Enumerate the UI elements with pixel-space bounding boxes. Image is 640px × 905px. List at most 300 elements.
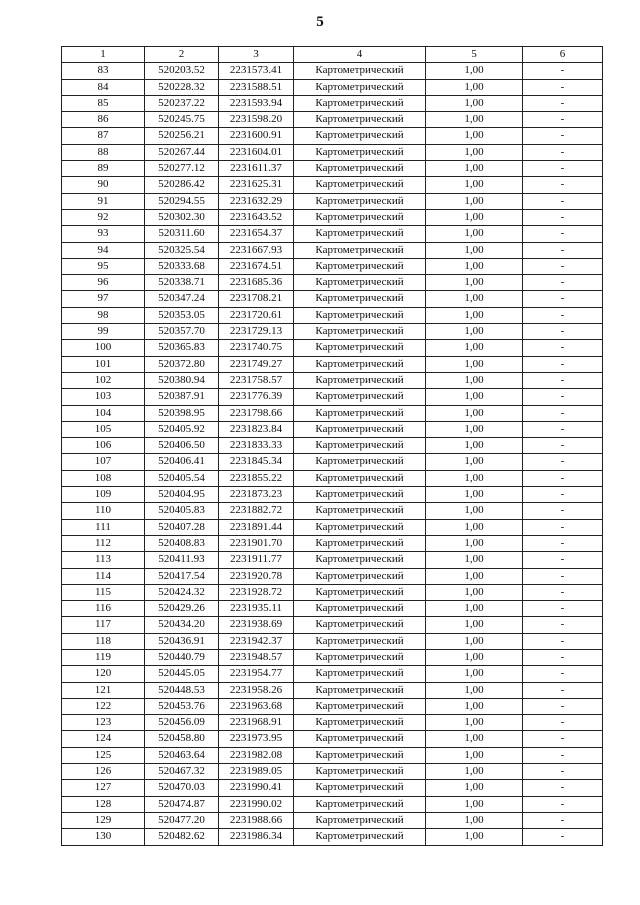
method-cell: Картометрический: [294, 275, 426, 291]
accuracy-cell: 1,00: [426, 372, 523, 388]
method-cell: Картометрический: [294, 780, 426, 796]
note-cell: -: [523, 161, 603, 177]
accuracy-cell: 1,00: [426, 177, 523, 193]
accuracy-cell: 1,00: [426, 601, 523, 617]
note-cell: -: [523, 829, 603, 845]
y-coordinate-cell: 2231823.84: [219, 421, 294, 437]
accuracy-cell: 1,00: [426, 487, 523, 503]
table-row: [62, 584, 603, 600]
point-number-cell: 98: [62, 307, 145, 323]
table-row: [62, 438, 603, 454]
accuracy-cell: 1,00: [426, 226, 523, 242]
y-coordinate-cell: 2231758.57: [219, 372, 294, 388]
point-number-cell: 90: [62, 177, 145, 193]
x-coordinate-cell: 520445.05: [145, 666, 219, 682]
x-coordinate-cell: 520434.20: [145, 617, 219, 633]
method-cell: Картометрический: [294, 340, 426, 356]
accuracy-cell: 1,00: [426, 209, 523, 225]
x-coordinate-cell: 520245.75: [145, 112, 219, 128]
x-coordinate-cell: 520405.54: [145, 470, 219, 486]
table-row: [62, 421, 603, 437]
page-number: 5: [316, 14, 324, 30]
note-cell: -: [523, 470, 603, 486]
accuracy-cell: 1,00: [426, 421, 523, 437]
note-cell: -: [523, 209, 603, 225]
table-row: [62, 796, 603, 812]
point-number-cell: 93: [62, 226, 145, 242]
method-cell: Картометрический: [294, 421, 426, 437]
table-row: [62, 389, 603, 405]
x-coordinate-cell: 520405.92: [145, 421, 219, 437]
note-cell: -: [523, 258, 603, 274]
accuracy-cell: 1,00: [426, 666, 523, 682]
y-coordinate-cell: 2231988.66: [219, 812, 294, 828]
column-header: 5: [426, 47, 523, 63]
table-row: [62, 356, 603, 372]
table-row: [62, 617, 603, 633]
method-cell: Картометрический: [294, 812, 426, 828]
note-cell: -: [523, 764, 603, 780]
point-number-cell: 94: [62, 242, 145, 258]
table-row: [62, 503, 603, 519]
method-cell: Картометрический: [294, 144, 426, 160]
accuracy-cell: 1,00: [426, 63, 523, 79]
x-coordinate-cell: 520365.83: [145, 340, 219, 356]
point-number-cell: 88: [62, 144, 145, 160]
point-number-cell: 86: [62, 112, 145, 128]
note-cell: -: [523, 649, 603, 665]
table-row: [62, 291, 603, 307]
x-coordinate-cell: 520404.95: [145, 487, 219, 503]
y-coordinate-cell: 2231948.57: [219, 649, 294, 665]
x-coordinate-cell: 520482.62: [145, 829, 219, 845]
point-number-cell: 97: [62, 291, 145, 307]
y-coordinate-cell: 2231593.94: [219, 95, 294, 111]
y-coordinate-cell: 2231600.91: [219, 128, 294, 144]
note-cell: -: [523, 438, 603, 454]
accuracy-cell: 1,00: [426, 764, 523, 780]
point-number-cell: 110: [62, 503, 145, 519]
y-coordinate-cell: 2231855.22: [219, 470, 294, 486]
table-row: [62, 682, 603, 698]
point-number-cell: 92: [62, 209, 145, 225]
note-cell: -: [523, 291, 603, 307]
accuracy-cell: 1,00: [426, 731, 523, 747]
y-coordinate-cell: 2231938.69: [219, 617, 294, 633]
x-coordinate-cell: 520256.21: [145, 128, 219, 144]
accuracy-cell: 1,00: [426, 356, 523, 372]
note-cell: -: [523, 568, 603, 584]
table-row: [62, 95, 603, 111]
y-coordinate-cell: 2231776.39: [219, 389, 294, 405]
accuracy-cell: 1,00: [426, 682, 523, 698]
column-header: 2: [145, 47, 219, 63]
table-row: [62, 764, 603, 780]
method-cell: Картометрический: [294, 226, 426, 242]
table-row: [62, 519, 603, 535]
point-number-cell: 101: [62, 356, 145, 372]
accuracy-cell: 1,00: [426, 79, 523, 95]
x-coordinate-cell: 520277.12: [145, 161, 219, 177]
accuracy-cell: 1,00: [426, 275, 523, 291]
note-cell: -: [523, 682, 603, 698]
note-cell: -: [523, 128, 603, 144]
table-row: [62, 487, 603, 503]
note-cell: -: [523, 405, 603, 421]
x-coordinate-cell: 520294.55: [145, 193, 219, 209]
x-coordinate-cell: 520372.80: [145, 356, 219, 372]
y-coordinate-cell: 2231982.08: [219, 747, 294, 763]
x-coordinate-cell: 520311.60: [145, 226, 219, 242]
point-number-cell: 128: [62, 796, 145, 812]
accuracy-cell: 1,00: [426, 389, 523, 405]
accuracy-cell: 1,00: [426, 617, 523, 633]
method-cell: Картометрический: [294, 438, 426, 454]
table-row: [62, 79, 603, 95]
x-coordinate-cell: 520203.52: [145, 63, 219, 79]
note-cell: -: [523, 226, 603, 242]
column-header: 1: [62, 47, 145, 63]
note-cell: -: [523, 340, 603, 356]
table-row: [62, 649, 603, 665]
note-cell: -: [523, 780, 603, 796]
method-cell: Картометрический: [294, 95, 426, 111]
method-cell: Картометрический: [294, 63, 426, 79]
note-cell: -: [523, 421, 603, 437]
y-coordinate-cell: 2231632.29: [219, 193, 294, 209]
point-number-cell: 114: [62, 568, 145, 584]
y-coordinate-cell: 2231920.78: [219, 568, 294, 584]
y-coordinate-cell: 2231708.21: [219, 291, 294, 307]
note-cell: -: [523, 633, 603, 649]
accuracy-cell: 1,00: [426, 812, 523, 828]
table-row: [62, 747, 603, 763]
x-coordinate-cell: 520387.91: [145, 389, 219, 405]
x-coordinate-cell: 520267.44: [145, 144, 219, 160]
accuracy-cell: 1,00: [426, 780, 523, 796]
accuracy-cell: 1,00: [426, 649, 523, 665]
x-coordinate-cell: 520380.94: [145, 372, 219, 388]
method-cell: Картометрический: [294, 128, 426, 144]
x-coordinate-cell: 520286.42: [145, 177, 219, 193]
table-row: [62, 242, 603, 258]
y-coordinate-cell: 2231963.68: [219, 698, 294, 714]
accuracy-cell: 1,00: [426, 503, 523, 519]
table-row: [62, 715, 603, 731]
point-number-cell: 111: [62, 519, 145, 535]
y-coordinate-cell: 2231911.77: [219, 552, 294, 568]
method-cell: Картометрический: [294, 682, 426, 698]
x-coordinate-cell: 520407.28: [145, 519, 219, 535]
point-number-cell: 113: [62, 552, 145, 568]
method-cell: Картометрический: [294, 829, 426, 845]
table-row: [62, 780, 603, 796]
accuracy-cell: 1,00: [426, 454, 523, 470]
table-row: [62, 209, 603, 225]
x-coordinate-cell: 520474.87: [145, 796, 219, 812]
method-cell: Картометрический: [294, 601, 426, 617]
method-cell: Картометрический: [294, 552, 426, 568]
x-coordinate-cell: 520347.24: [145, 291, 219, 307]
table-row: [62, 340, 603, 356]
note-cell: -: [523, 535, 603, 551]
column-header: 4: [294, 47, 426, 63]
x-coordinate-cell: 520429.26: [145, 601, 219, 617]
point-number-cell: 112: [62, 535, 145, 551]
x-coordinate-cell: 520417.54: [145, 568, 219, 584]
method-cell: Картометрический: [294, 584, 426, 600]
x-coordinate-cell: 520470.03: [145, 780, 219, 796]
x-coordinate-cell: 520440.79: [145, 649, 219, 665]
y-coordinate-cell: 2231674.51: [219, 258, 294, 274]
point-number-cell: 116: [62, 601, 145, 617]
y-coordinate-cell: 2231643.52: [219, 209, 294, 225]
y-coordinate-cell: 2231891.44: [219, 519, 294, 535]
point-number-cell: 117: [62, 617, 145, 633]
note-cell: -: [523, 747, 603, 763]
accuracy-cell: 1,00: [426, 829, 523, 845]
accuracy-cell: 1,00: [426, 161, 523, 177]
method-cell: Картометрический: [294, 389, 426, 405]
point-number-cell: 100: [62, 340, 145, 356]
y-coordinate-cell: 2231625.31: [219, 177, 294, 193]
method-cell: Картометрический: [294, 731, 426, 747]
point-number-cell: 89: [62, 161, 145, 177]
accuracy-cell: 1,00: [426, 340, 523, 356]
table-row: [62, 601, 603, 617]
x-coordinate-cell: 520357.70: [145, 324, 219, 340]
y-coordinate-cell: 2231986.34: [219, 829, 294, 845]
point-number-cell: 127: [62, 780, 145, 796]
x-coordinate-cell: 520237.22: [145, 95, 219, 111]
y-coordinate-cell: 2231588.51: [219, 79, 294, 95]
method-cell: Картометрический: [294, 698, 426, 714]
note-cell: -: [523, 95, 603, 111]
method-cell: Картометрический: [294, 209, 426, 225]
note-cell: -: [523, 193, 603, 209]
y-coordinate-cell: 2231598.20: [219, 112, 294, 128]
point-number-cell: 104: [62, 405, 145, 421]
note-cell: -: [523, 552, 603, 568]
point-number-cell: 115: [62, 584, 145, 600]
point-number-cell: 108: [62, 470, 145, 486]
accuracy-cell: 1,00: [426, 796, 523, 812]
table-row: [62, 552, 603, 568]
x-coordinate-cell: 520406.50: [145, 438, 219, 454]
point-number-cell: 129: [62, 812, 145, 828]
table-row: [62, 193, 603, 209]
method-cell: Картометрический: [294, 470, 426, 486]
note-cell: -: [523, 519, 603, 535]
column-header: 3: [219, 47, 294, 63]
point-number-cell: 83: [62, 63, 145, 79]
note-cell: -: [523, 617, 603, 633]
table-row: [62, 275, 603, 291]
note-cell: -: [523, 698, 603, 714]
note-cell: -: [523, 715, 603, 731]
accuracy-cell: 1,00: [426, 405, 523, 421]
y-coordinate-cell: 2231942.37: [219, 633, 294, 649]
point-number-cell: 106: [62, 438, 145, 454]
point-number-cell: 107: [62, 454, 145, 470]
table-row: [62, 470, 603, 486]
accuracy-cell: 1,00: [426, 535, 523, 551]
table-row: [62, 226, 603, 242]
method-cell: Картометрический: [294, 666, 426, 682]
accuracy-cell: 1,00: [426, 470, 523, 486]
method-cell: Картометрический: [294, 79, 426, 95]
method-cell: Картометрический: [294, 568, 426, 584]
table-row: [62, 63, 603, 79]
y-coordinate-cell: 2231958.26: [219, 682, 294, 698]
accuracy-cell: 1,00: [426, 307, 523, 323]
x-coordinate-cell: 520325.54: [145, 242, 219, 258]
table-row: [62, 112, 603, 128]
method-cell: Картометрический: [294, 242, 426, 258]
point-number-cell: 119: [62, 649, 145, 665]
y-coordinate-cell: 2231935.11: [219, 601, 294, 617]
note-cell: -: [523, 731, 603, 747]
method-cell: Картометрический: [294, 487, 426, 503]
accuracy-cell: 1,00: [426, 747, 523, 763]
method-cell: Картометрический: [294, 193, 426, 209]
x-coordinate-cell: 520228.32: [145, 79, 219, 95]
note-cell: -: [523, 356, 603, 372]
accuracy-cell: 1,00: [426, 584, 523, 600]
table-row: [62, 161, 603, 177]
table-row: [62, 128, 603, 144]
table-row: [62, 666, 603, 682]
method-cell: Картометрический: [294, 617, 426, 633]
point-number-cell: 125: [62, 747, 145, 763]
coordinates-table: [61, 46, 603, 846]
y-coordinate-cell: 2231740.75: [219, 340, 294, 356]
accuracy-cell: 1,00: [426, 193, 523, 209]
point-number-cell: 123: [62, 715, 145, 731]
x-coordinate-cell: 520333.68: [145, 258, 219, 274]
accuracy-cell: 1,00: [426, 291, 523, 307]
table-row: [62, 568, 603, 584]
accuracy-cell: 1,00: [426, 112, 523, 128]
x-coordinate-cell: 520411.93: [145, 552, 219, 568]
note-cell: -: [523, 601, 603, 617]
accuracy-cell: 1,00: [426, 715, 523, 731]
table-header-row: [62, 47, 603, 63]
y-coordinate-cell: 2231654.37: [219, 226, 294, 242]
x-coordinate-cell: 520408.83: [145, 535, 219, 551]
x-coordinate-cell: 520398.95: [145, 405, 219, 421]
point-number-cell: 95: [62, 258, 145, 274]
accuracy-cell: 1,00: [426, 698, 523, 714]
method-cell: Картометрический: [294, 633, 426, 649]
method-cell: Картометрический: [294, 291, 426, 307]
x-coordinate-cell: 520436.91: [145, 633, 219, 649]
point-number-cell: 87: [62, 128, 145, 144]
y-coordinate-cell: 2231667.93: [219, 242, 294, 258]
y-coordinate-cell: 2231928.72: [219, 584, 294, 600]
x-coordinate-cell: 520302.30: [145, 209, 219, 225]
point-number-cell: 126: [62, 764, 145, 780]
x-coordinate-cell: 520477.20: [145, 812, 219, 828]
note-cell: -: [523, 242, 603, 258]
table-row: [62, 324, 603, 340]
table-row: [62, 812, 603, 828]
table-row: [62, 405, 603, 421]
point-number-cell: 103: [62, 389, 145, 405]
y-coordinate-cell: 2231882.72: [219, 503, 294, 519]
note-cell: -: [523, 503, 603, 519]
accuracy-cell: 1,00: [426, 438, 523, 454]
table-row: [62, 454, 603, 470]
y-coordinate-cell: 2231573.41: [219, 63, 294, 79]
note-cell: -: [523, 112, 603, 128]
point-number-cell: 105: [62, 421, 145, 437]
note-cell: -: [523, 812, 603, 828]
note-cell: -: [523, 487, 603, 503]
point-number-cell: 121: [62, 682, 145, 698]
accuracy-cell: 1,00: [426, 633, 523, 649]
note-cell: -: [523, 454, 603, 470]
point-number-cell: 124: [62, 731, 145, 747]
method-cell: Картометрический: [294, 177, 426, 193]
note-cell: -: [523, 584, 603, 600]
table-row: [62, 829, 603, 845]
note-cell: -: [523, 372, 603, 388]
accuracy-cell: 1,00: [426, 324, 523, 340]
method-cell: Картометрический: [294, 372, 426, 388]
accuracy-cell: 1,00: [426, 258, 523, 274]
table-row: [62, 731, 603, 747]
point-number-cell: 102: [62, 372, 145, 388]
y-coordinate-cell: 2231901.70: [219, 535, 294, 551]
method-cell: Картометрический: [294, 405, 426, 421]
y-coordinate-cell: 2231968.91: [219, 715, 294, 731]
accuracy-cell: 1,00: [426, 552, 523, 568]
method-cell: Картометрический: [294, 258, 426, 274]
point-number-cell: 118: [62, 633, 145, 649]
x-coordinate-cell: 520456.09: [145, 715, 219, 731]
y-coordinate-cell: 2231729.13: [219, 324, 294, 340]
note-cell: -: [523, 177, 603, 193]
y-coordinate-cell: 2231833.33: [219, 438, 294, 454]
accuracy-cell: 1,00: [426, 144, 523, 160]
method-cell: Картометрический: [294, 796, 426, 812]
column-header: 6: [523, 47, 603, 63]
accuracy-cell: 1,00: [426, 128, 523, 144]
table-body: [62, 63, 603, 845]
y-coordinate-cell: 2231604.01: [219, 144, 294, 160]
y-coordinate-cell: 2231685.36: [219, 275, 294, 291]
point-number-cell: 99: [62, 324, 145, 340]
x-coordinate-cell: 520463.64: [145, 747, 219, 763]
x-coordinate-cell: 520405.83: [145, 503, 219, 519]
point-number-cell: 96: [62, 275, 145, 291]
method-cell: Картометрический: [294, 112, 426, 128]
table-row: [62, 177, 603, 193]
x-coordinate-cell: 520353.05: [145, 307, 219, 323]
table-row: [62, 144, 603, 160]
y-coordinate-cell: 2231611.37: [219, 161, 294, 177]
method-cell: Картометрический: [294, 324, 426, 340]
note-cell: -: [523, 79, 603, 95]
y-coordinate-cell: 2231990.02: [219, 796, 294, 812]
point-number-cell: 85: [62, 95, 145, 111]
method-cell: Картометрический: [294, 649, 426, 665]
note-cell: -: [523, 389, 603, 405]
accuracy-cell: 1,00: [426, 95, 523, 111]
method-cell: Картометрический: [294, 747, 426, 763]
y-coordinate-cell: 2231798.66: [219, 405, 294, 421]
